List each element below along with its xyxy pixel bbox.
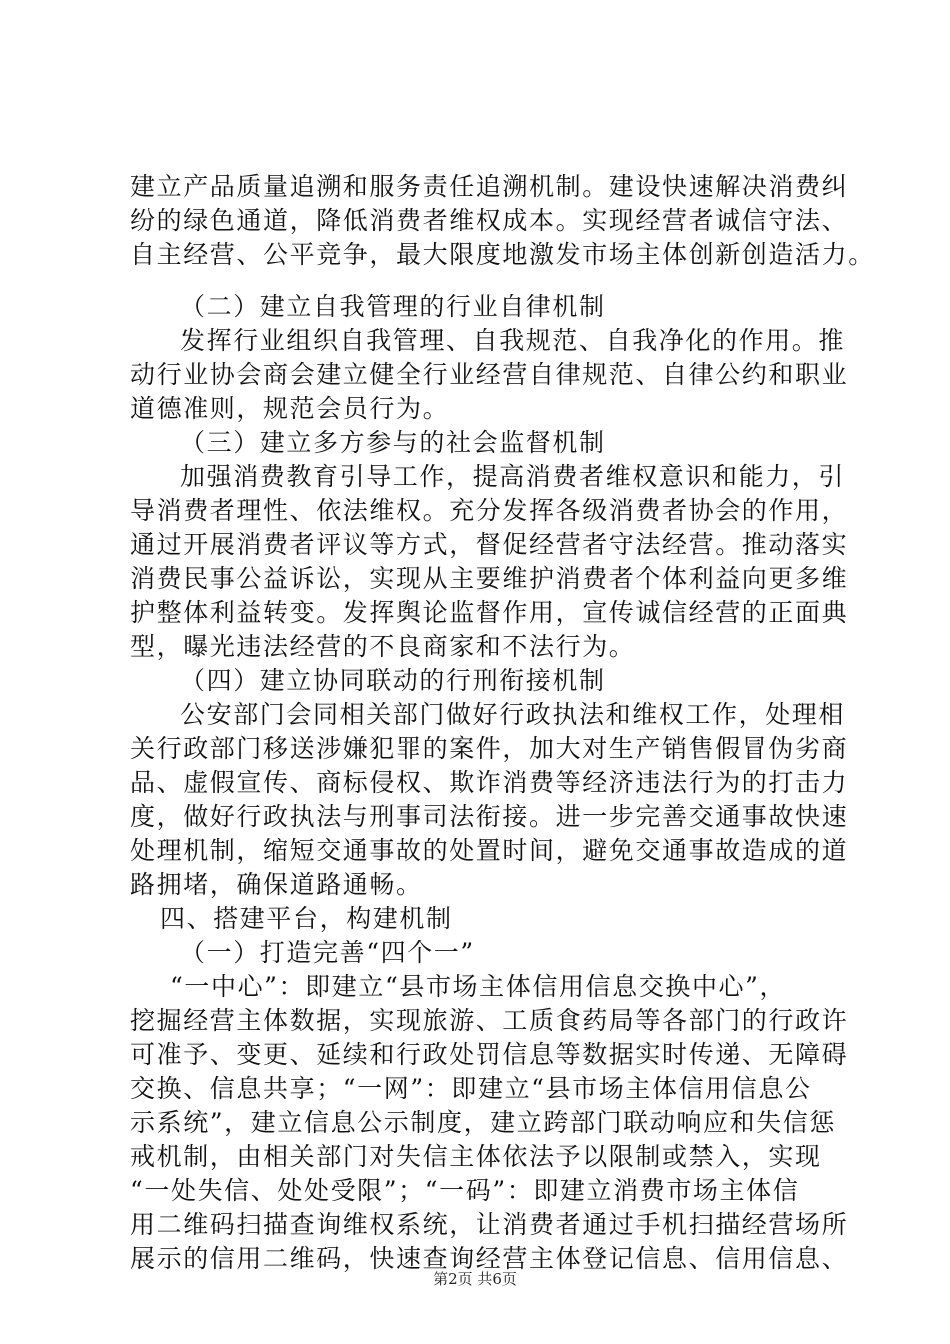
body-line: 关行政部门移送涉嫌犯罪的案件，加大对生产销售假冒伪劣商: [130, 734, 849, 763]
body-line: 可准予、变更、延续和行政处罚信息等数据实时传递、无障碍: [130, 1040, 849, 1069]
body-line: 用二维码扫描查询维权系统，让消费者通过手机扫描经营场所: [130, 1210, 849, 1239]
page-footer: 第2页 共6页: [433, 1270, 517, 1288]
body-line: 动行业协会商会建立健全行业经营自律规范、自律公约和职业: [130, 360, 849, 389]
body-line: 示系统”，建立信息公示制度，建立跨部门联动响应和失信惩: [130, 1108, 836, 1137]
body-line: 交换、信息共享；“一网”：即建立“县市场主体信用信息公: [130, 1074, 812, 1103]
body-line: 护整体利益转变。发挥舆论监督作用，宣传诚信经营的正面典: [130, 598, 849, 627]
body-line: 发挥行业组织自我管理、自我规范、自我净化的作用。推: [180, 326, 846, 355]
body-line: “一处失信、处处受限”；“一码”：即建立消费市场主体信: [130, 1176, 800, 1205]
body-line: 建立产品质量追溯和服务责任追溯机制。建设快速解决消费纠: [130, 172, 849, 201]
section-heading: （一）打造完善“四个一”: [180, 938, 475, 967]
body-line: 道德准则，规范会员行为。: [130, 394, 450, 423]
body-line: “一中心”：即建立“县市场主体信用信息交换中心”，: [170, 972, 787, 1001]
body-line: 戒机制，由相关部门对失信主体依法予以限制或禁入，实现: [130, 1142, 822, 1171]
body-line: 自主经营、公平竞争，最大限度地激发市场主体创新创造活力。: [130, 240, 875, 269]
section-heading: （二）建立自我管理的行业自律机制: [180, 292, 606, 321]
section-heading: （三）建立多方参与的社会监督机制: [180, 428, 606, 457]
body-line: 导消费者理性、依法维权。充分发挥各级消费者协会的作用，: [130, 496, 849, 525]
body-line: 通过开展消费者评议等方式，督促经营者守法经营。推动落实: [130, 530, 849, 559]
chapter-heading: 四、搭建平台，构建机制: [160, 904, 453, 933]
body-line: 纷的绿色通道，降低消费者维权成本。实现经营者诚信守法、: [130, 206, 849, 235]
body-line: 型，曝光违法经营的不良商家和不法行为。: [130, 632, 636, 661]
section-heading: （四）建立协同联动的行刑衔接机制: [180, 666, 606, 695]
body-line: 消费民事公益诉讼，实现从主要维护消费者个体利益向更多维: [130, 564, 849, 593]
body-line: 度，做好行政执法与刑事司法衔接。进一步完善交通事故快速: [130, 802, 849, 831]
body-line: 加强消费教育引导工作，提高消费者维权意识和能力，引: [180, 462, 846, 491]
body-line: 品、虚假宣传、商标侵权、欺诈消费等经济违法行为的打击力: [130, 768, 849, 797]
body-line: 公安部门会同相关部门做好行政执法和维权工作，处理相: [180, 700, 846, 729]
body-line: 展示的信用二维码，快速查询经营主体登记信息、信用信息、: [130, 1244, 849, 1273]
body-line: 挖掘经营主体数据，实现旅游、工质食药局等各部门的行政许: [130, 1006, 849, 1035]
body-line: 处理机制，缩短交通事故的处置时间，避免交通事故造成的道: [130, 836, 849, 865]
body-line: 路拥堵，确保道路通畅。: [130, 870, 423, 899]
